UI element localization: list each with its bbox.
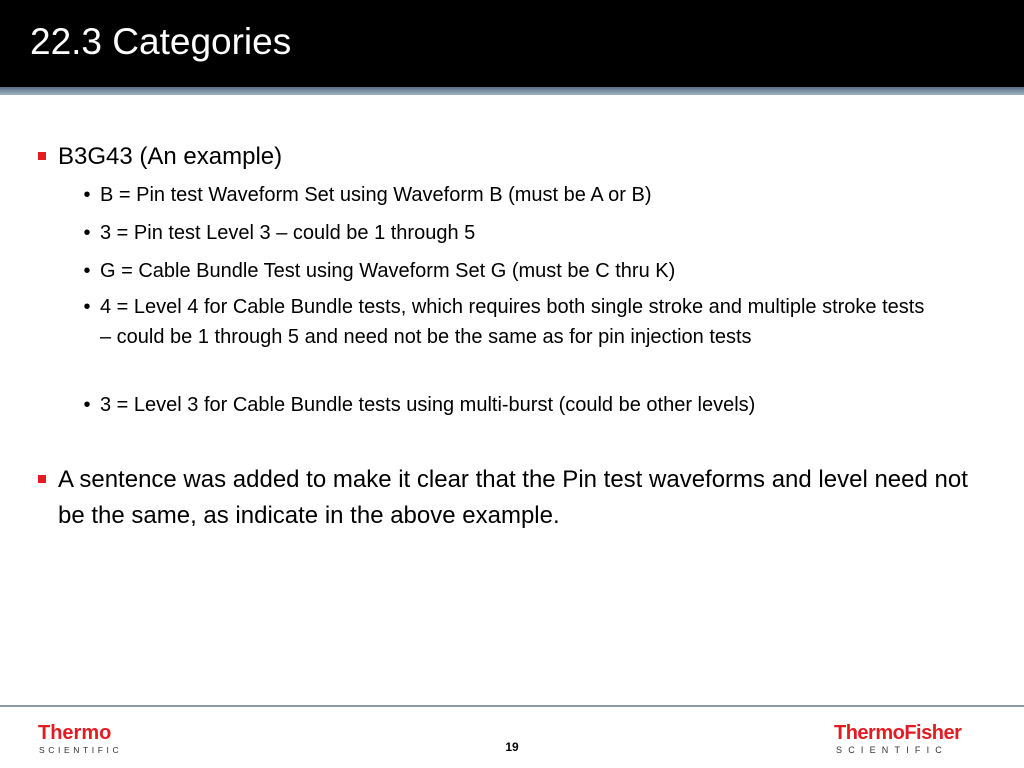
bullet-text: A sentence was added to make it clear that the Pin test waveforms and level need not be the same, as indicate in the above example. — [58, 466, 968, 529]
logo-wordmark: Thermo — [38, 722, 112, 744]
sub-bullet-item — [80, 218, 940, 248]
footer-divider — [0, 705, 1024, 707]
bullet-item — [38, 462, 988, 534]
round-bullet-icon: • — [83, 394, 91, 416]
square-bullet-icon — [38, 475, 46, 483]
bullet-text: B3G43 (An example) — [58, 143, 283, 170]
sub-bullet-text: 4 = Level 4 for Cable Bundle tests, which requires both single stroke and multiple stroke tests – could be 1 through 5 and need not be the same as for pin injection tests — [100, 296, 925, 348]
page-number: 19 — [505, 740, 519, 754]
thermo-scientific-logo — [38, 722, 138, 761]
logo-wordmark: ThermoFisher — [834, 722, 962, 744]
sub-bullet-text: 3 = Pin test Level 3 – could be 1 through 5 — [100, 222, 476, 244]
title-bar — [0, 0, 1024, 87]
title-divider — [0, 87, 1024, 95]
round-bullet-icon: • — [83, 260, 91, 282]
slide-title: 22.3 Categories — [30, 21, 292, 62]
bullet-item — [38, 139, 988, 175]
round-bullet-icon: • — [83, 222, 91, 244]
logo-subtext: SCIENTIFIC — [836, 745, 949, 755]
round-bullet-icon: • — [83, 296, 91, 318]
sub-bullet-item — [80, 256, 940, 286]
sub-bullet-text: 3 = Level 3 for Cable Bundle tests using multi-burst (could be other levels) — [100, 394, 756, 416]
sub-bullet-item — [80, 180, 940, 210]
thermofisher-scientific-logo — [834, 722, 979, 761]
round-bullet-icon: • — [83, 184, 91, 206]
square-bullet-icon — [38, 152, 46, 160]
sub-bullet-text: G = Cable Bundle Test using Waveform Set G (must be C thru K) — [100, 260, 676, 282]
sub-bullet-text: B = Pin test Waveform Set using Waveform B (must be A or B) — [100, 184, 652, 206]
thermofisher-logo-icon — [834, 722, 979, 756]
sub-bullet-item — [80, 292, 940, 352]
sub-bullet-item — [80, 390, 940, 420]
logo-subtext: SCIENTIFIC — [39, 745, 123, 755]
thermo-logo-icon — [38, 722, 138, 756]
